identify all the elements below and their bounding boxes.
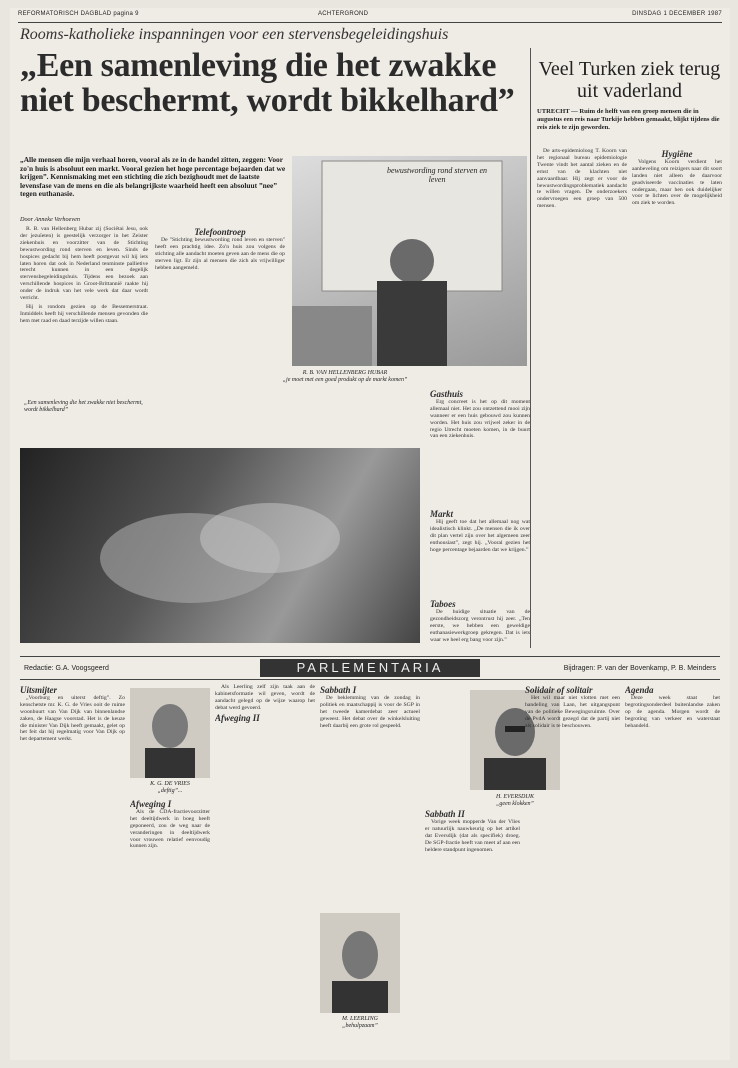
photo-de-vries	[130, 688, 210, 778]
page-header	[18, 8, 722, 23]
paper-name: REFORMATORISCH DAGBLAD pagina 9	[18, 11, 139, 17]
photo-caption-quote: „geen klokken”	[496, 801, 534, 807]
paragraph: Volgens Koorn verdient het aanbeveling om reizigers naar dit soort landen niet alleen de daarvoor geadviseerde vaccinaties te laten ondergaan, maar hen ook duidelijker voor te lichten over de mogelijkheid om ziek te worden.	[632, 158, 722, 207]
pull-quote: „Een samenleving die het zwakke niet beschermt, wordt bikkelhard”	[24, 400, 143, 413]
article-column-5	[430, 598, 530, 648]
subhead: Solidair of solitair	[525, 685, 593, 695]
column-rule	[530, 48, 531, 648]
paragraph: Hij is rondom gezien op de Bessemerstraat. Inmiddels heeft hij verschillende mensen gevonden die hem met raad en daad terzijde willen staan.	[20, 303, 148, 324]
paragraph: R. B. van Hellenberg Hubar zij (Sociëtai Jesu, ook der jezuïeten) is geestelijk verzorger in het Zeister ziekenhuis en voorzitter van de Stichting bewustwording rond sterven en leven. Sinds de hospices gedacht bij hem heeft postgevat wil hij iets laten horen dat ook in Nederland tenminste pallietive terecht kunnen in een degelijk stervensbegeleidingshuis. Tijdens een bezoek aan verschillende hospices in Groot-Brittannië raakte hij onder de indruk van het vele werk dat daar wordt verricht.	[20, 226, 148, 302]
photo-hands-grasping	[20, 448, 420, 643]
editor-credit: Redactie: G.A. Voogsgeerd	[24, 665, 109, 672]
subhead: Agenda	[625, 685, 654, 695]
paragraph: Als de CDA-fractievoorzitter het deeltijdwerk in boeg heeft geponeerd, zou de weg naar de veranderingen in deeltijdwerk voor vrouwen relatief eenvoudig kunnen zijn.	[130, 808, 210, 850]
issue-date: DINSDAG 1 DECEMBER 1987	[632, 11, 722, 17]
poster-text: bewustwording rond sterven en leven	[386, 166, 488, 184]
photo-caption-quote: „deftig”...	[157, 788, 183, 794]
subhead: Gasthuis	[430, 389, 464, 399]
photo-caption-quote: „behulpzaam”	[342, 1023, 378, 1029]
parlementaria-banner	[20, 656, 720, 680]
article-headline: „Een samenleving die het zwakke niet beschermt, wordt bikkelhard”	[20, 47, 515, 119]
photo-caption-name: K. G. DE VRIES	[150, 781, 190, 787]
sidebar-headline: Veel Turken ziek terug uit vaderland	[538, 58, 721, 102]
pv-column-7	[625, 684, 720, 1054]
photo-priest-with-poster	[292, 156, 527, 366]
pv-column-6	[525, 684, 620, 1054]
section-title: PARLEMENTARIA	[260, 659, 480, 677]
paragraph: Deze week staat het begrotingsonderdeel buitenlandse zaken op de agenda. Morgen wordt de begroting van verkeer en waterstaat behandeld.	[625, 694, 720, 729]
pv-column-5	[425, 808, 520, 1053]
subhead: Afweging II	[215, 712, 260, 723]
article-byline: Door Anneke Verhoeven	[20, 216, 80, 223]
photo-de-vries-caption	[130, 781, 210, 795]
article-column-1	[20, 226, 148, 406]
paragraph: Het wil maar niet vlotten met een handeling van Laan, het uitgangspunt van de politieke Bewegingsruimte. Over de PvdA wordt gezegd dat de partij niet als solidair is te beschouwen.	[525, 694, 620, 729]
sidebar-column-1	[537, 148, 627, 348]
paragraph: Erg concreet is het op dit moment allemaal niet. Het zou ontzettend mooi zijn wanneer er een huis gebouwd zou kunnen worden. Het huis zou vrijwel zeker in de regio Utrecht moeten komen, in de buurt van een ziekenhuis.	[430, 398, 530, 440]
paragraph: De huidige situatie van de gezondheidszorg verontrust hij zeer. „Ten eerste, we hebben een geweldige euthanasiewerkgroep gekregen. Dat is iets waar we heel erg bang voor zijn.”	[430, 608, 530, 643]
photo-leerling-caption	[320, 1016, 400, 1030]
pv-column-4	[320, 684, 420, 909]
subhead: Telefoontroep	[194, 227, 246, 237]
article-lead: „Alle mensen die mijn verhaal horen, vooral als ze in de handel zitten, zeggen: Voor zo'n huis is absoluut een markt. Vooral gezien het hoge percentage bejaarden dat we krijgen”. Kennismaking met een stichting die zich bezighoudt met de laatste levensfase van de mens en die als belangrijkste waarheid heeft een absoluut ”nee” tegen euthanasie.	[20, 155, 286, 199]
paragraph: De "Stichting bewustwording rond leven en sterven" heeft een prachtig idee. Zo'n huis zou volgens de stichting alle aandacht moeten geven aan de mens die op sterven ligt. Er zijn al mensen die zich als vrijwilliger hebben aangemeld.	[155, 236, 285, 271]
photo-caption-quote: „je moet met een goed produkt op de markt komen”	[282, 377, 408, 383]
sidebar-column-2	[632, 148, 722, 448]
contributors-credit: Bijdragen: P. van der Bovenkamp, P. B. Meinders	[563, 665, 716, 672]
photo-illustration	[20, 448, 420, 643]
photo-caption-name: R. B. VAN HELLENBERG HUBAR	[302, 370, 388, 376]
newspaper-page	[10, 8, 730, 1060]
photo-caption-name: M. LEERLING	[342, 1016, 378, 1022]
subhead: Sabbath I	[320, 685, 357, 695]
portrait-illustration	[320, 913, 400, 1013]
photo-caption-name: H. EVERSDIJK	[496, 794, 534, 800]
subhead: Sabbath II	[425, 809, 465, 819]
pv-column-1	[20, 684, 125, 1054]
paragraph: De arts-epidemioloog T. Koorn van het regionaal bureau epidemiologie Twente vindt het aantal zieken en de ernst van de klachten niet aanvaardbaar. Hij zegt er voor de bewustwordingsproblematiek aandacht te willen vragen. De onderzoekers ondervroegen een groep van 500 mensen.	[537, 148, 627, 210]
sidebar-lead: UTRECHT — Ruim de helft van een groep mensen die in augustus een reis naar Turkije hebben gemaakt, blijkt tijdens die reis ziek te zijn geworden.	[537, 108, 720, 131]
photo-illustration	[292, 156, 527, 366]
photo-caption	[255, 370, 435, 384]
paragraph: Als Leerling zelf zijn taak aan de kabinetsformatie wil geven, wordt de aandacht gelegd op de wijze waarop het debat werd gevoerd.	[215, 684, 315, 711]
subhead: Afweging I	[130, 799, 172, 809]
paragraph: Hij geeft toe dat het allemaal nog wat idealistisch klinkt. „De mensen die ik over dit plan vertel zijn over het algemeen zeer enthousiast”, zegt hij. „Vooral gezien het hoge percentage bejaarden dat we krijgen.”	[430, 518, 530, 553]
article-kicker: Rooms-katholieke inspanningen voor een stervensbegeleidingshuis	[20, 26, 449, 43]
subhead: Uitsmijter	[20, 685, 58, 695]
photo-leerling	[320, 913, 400, 1013]
subhead: Hygiëne	[661, 149, 693, 159]
pv-column-3	[215, 684, 315, 1054]
portrait-illustration	[130, 688, 210, 778]
subhead: Markt	[430, 509, 454, 519]
section-name: ACHTERGROND	[318, 11, 369, 17]
subhead: Taboes	[430, 599, 456, 609]
pv-column-2	[130, 798, 210, 1053]
paragraph: De beklemming van de zondag in politiek en maatschappij is voor de SGP in het tweede kamerdebat zeer actueel geweest. Het debat over de winkelsluiting heeft daarbij een grote rol gespeeld.	[320, 694, 420, 729]
paragraph: „Voorburg en uiterst deftig”. Zo kenschetste mr. K. G. de Vries ooit de ruime woonbuurt van Van Dijk van binnenlandse zaken, de Haagse voorstad. Het is de keuze die minister Van Dijk heeft gemaakt, gelet op het feit dat hij regelmatig voor Van Dijk op het departement werkt.	[20, 694, 125, 743]
paragraph: Vorige week mopperde Van der Vlies er natuurlijk nauwkeurig op het artikel dat Eversdijk (dat als specifiek) droeg. De SGP-fractie heeft van meet af aan een heldere standpunt ingenomen.	[425, 818, 520, 853]
article-column-2	[155, 226, 285, 386]
